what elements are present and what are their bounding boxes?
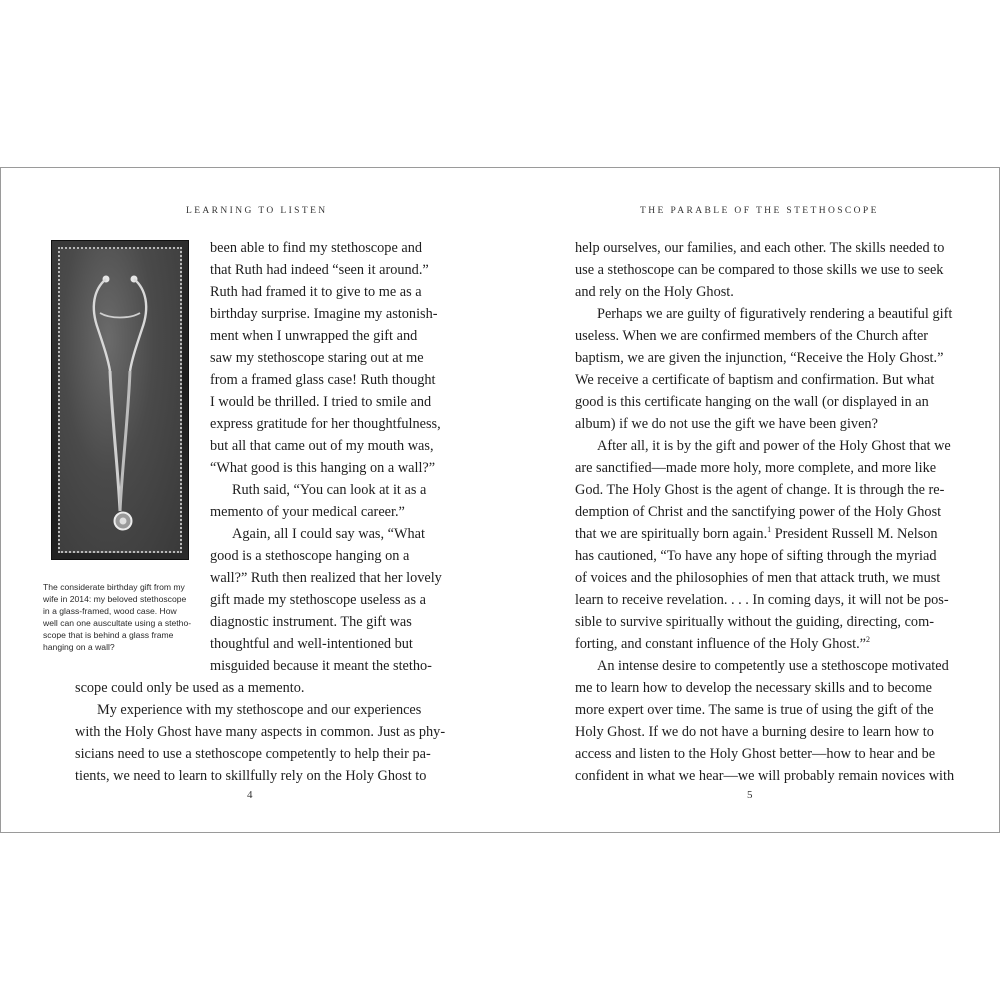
text-line: with the Holy Ghost have many aspects in common. Just as phy- bbox=[75, 724, 446, 740]
text-line: has cautioned, “To have any hope of sifting through the myriad bbox=[575, 548, 937, 564]
text-line: but all that came out of my mouth was, bbox=[210, 438, 434, 454]
caption-line: hanging on a wall? bbox=[43, 642, 115, 652]
photo-caption bbox=[43, 581, 191, 653]
text-line: Holy Ghost. If we do not have a burning desire to learn how to bbox=[575, 724, 934, 740]
text-line: confident in what we hear—we will probably remain novices with bbox=[575, 768, 955, 784]
text-line: from a framed glass case! Ruth thought bbox=[210, 372, 436, 388]
page-number-right: 5 bbox=[747, 789, 753, 801]
text-line: baptism, we are given the injunction, “Receive the Holy Ghost.” bbox=[575, 350, 944, 366]
caption-line: scope that is behind a glass frame bbox=[43, 630, 174, 640]
text-line: misguided because it meant the stetho- bbox=[210, 658, 432, 674]
text-line: “What good is this hanging on a wall?” bbox=[210, 460, 436, 476]
text-line: learn to receive revelation. . . . In coming days, it will not be pos- bbox=[575, 592, 949, 608]
text-run: forting, and constant influence of the Holy Ghost.” bbox=[575, 636, 867, 652]
text-line: of voices and the philosophies of men that attack truth, we must bbox=[575, 570, 941, 586]
text-line: An intense desire to competently use a stethoscope motivated bbox=[597, 658, 949, 674]
text-line: ment when I unwrapped the gift and bbox=[210, 328, 418, 344]
caption-line: wife in 2014: my beloved stethoscope bbox=[43, 594, 187, 604]
text-line: saw my stethoscope staring out at me bbox=[210, 350, 424, 366]
page-number-left: 4 bbox=[247, 789, 253, 801]
text-line: God. The Holy Ghost is the agent of change. It is through the re- bbox=[575, 482, 945, 498]
text-line: After all, it is by the gift and power of the Holy Ghost that we bbox=[597, 438, 951, 454]
text-line: memento of your medical career.” bbox=[210, 504, 405, 520]
text-line: good is a stethoscope hanging on a bbox=[210, 548, 410, 564]
text-line: and rely on the Holy Ghost. bbox=[575, 284, 734, 300]
text-run: that we are spiritually born again. bbox=[575, 526, 768, 542]
right-page bbox=[500, 168, 999, 832]
text-line: I would be thrilled. I tried to smile and bbox=[210, 394, 432, 410]
text-line: Perhaps we are guilty of figuratively rendering a beautiful gift bbox=[597, 306, 953, 322]
caption-line: in a glass-framed, wood case. How bbox=[43, 606, 177, 616]
text-line: access and listen to the Holy Ghost better—how to hear and be bbox=[575, 746, 936, 762]
book-spread bbox=[0, 167, 1000, 833]
text-line: demption of Christ and the sanctifying power of the Holy Ghost bbox=[575, 504, 942, 520]
text-line: more expert over time. The same is true of using the gift of the bbox=[575, 702, 934, 718]
photo-frame-inner bbox=[58, 247, 182, 553]
text-line: that Ruth had indeed “seen it around.” bbox=[210, 262, 429, 278]
text-line: thoughtful and well-intentioned but bbox=[210, 636, 413, 652]
stethoscope-icon bbox=[60, 249, 180, 551]
footnote-marker[interactable]: 2 bbox=[866, 635, 871, 645]
stethoscope-photo bbox=[51, 240, 189, 560]
text-line: wall?” Ruth then realized that her lovely bbox=[210, 570, 442, 586]
caption-line: The considerate birthday gift from my bbox=[43, 582, 185, 592]
text-line bbox=[575, 524, 938, 544]
caption-line: well can one auscultate using a stetho- bbox=[43, 618, 192, 628]
text-line: birthday surprise. Imagine my astonish- bbox=[210, 306, 438, 322]
text-line bbox=[575, 634, 870, 654]
left-page bbox=[1, 168, 500, 832]
text-line: Ruth said, “You can look at it as a bbox=[232, 482, 427, 498]
text-line: Ruth had framed it to give to me as a bbox=[210, 284, 422, 300]
text-line: My experience with my stethoscope and our experiences bbox=[97, 702, 422, 718]
text-line: are sanctified—made more holy, more complete, and more like bbox=[575, 460, 937, 476]
text-line: gift made my stethoscope useless as a bbox=[210, 592, 426, 608]
text-line: diagnostic instrument. The gift was bbox=[210, 614, 412, 630]
text-line: been able to find my stethoscope and bbox=[210, 240, 423, 256]
text-run: President Russell M. Nelson bbox=[771, 526, 938, 542]
text-line: Again, all I could say was, “What bbox=[232, 526, 425, 542]
text-line: useless. When we are confirmed members of the Church after bbox=[575, 328, 929, 344]
footnote-marker[interactable]: 1 bbox=[767, 525, 772, 535]
text-line: express gratitude for her thoughtfulness, bbox=[210, 416, 441, 432]
text-line: sible to survive spiritually without the guiding, directing, com- bbox=[575, 614, 934, 630]
running-head-right: THE PARABLE OF THE STETHOSCOPE bbox=[640, 206, 879, 216]
text-line: tients, we need to learn to skillfully rely on the Holy Ghost to bbox=[75, 768, 427, 784]
text-line: help ourselves, our families, and each other. The skills needed to bbox=[575, 240, 945, 256]
text-line: scope could only be used as a memento. bbox=[75, 680, 305, 696]
text-line: We receive a certificate of baptism and confirmation. But what bbox=[575, 372, 935, 388]
text-line: good is this certificate hanging on the wall (or displayed in an bbox=[575, 394, 929, 410]
text-line: use a stethoscope can be compared to those skills we use to seek bbox=[575, 262, 944, 278]
text-line: me to learn how to develop the necessary skills and to become bbox=[575, 680, 932, 696]
text-line: album) if we do not use the gift we have been given? bbox=[575, 416, 878, 432]
text-line: sicians need to use a stethoscope competently to help their pa- bbox=[75, 746, 431, 762]
running-head-left: LEARNING TO LISTEN bbox=[186, 206, 328, 216]
